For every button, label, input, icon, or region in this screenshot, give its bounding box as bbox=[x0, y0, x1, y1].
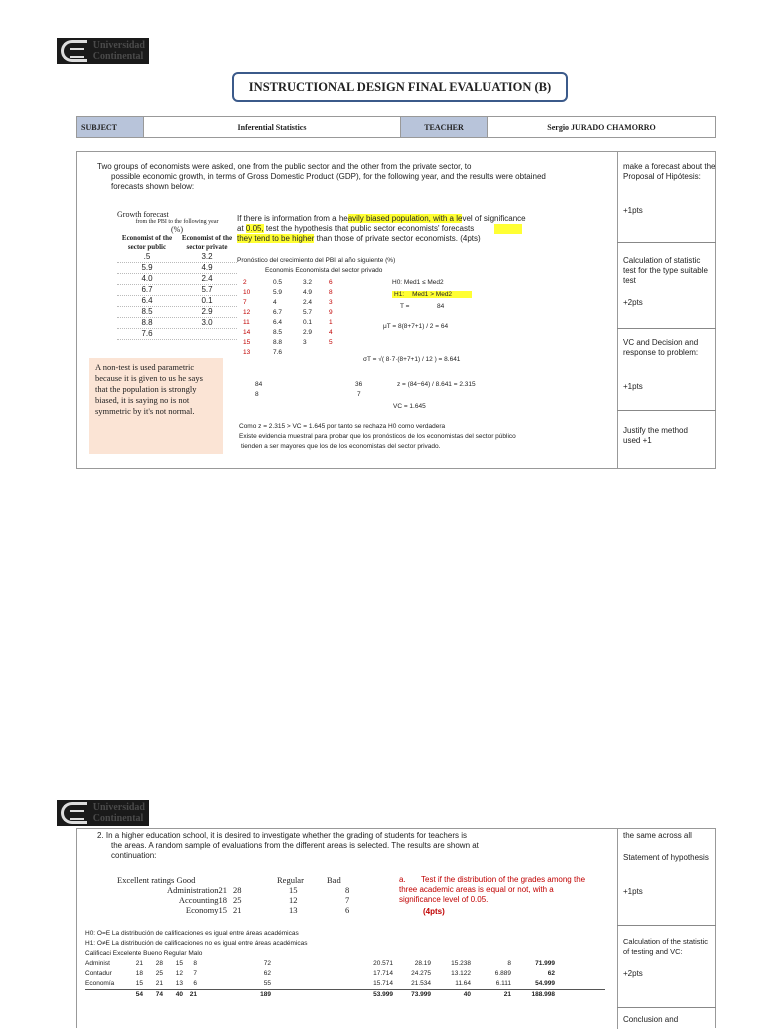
observed-cell: 55 bbox=[263, 980, 271, 987]
observed-cell: 72 bbox=[263, 960, 271, 967]
expected-cell: 24.275 bbox=[411, 970, 431, 977]
solution-cell: 11 bbox=[243, 319, 250, 326]
q2-rubric-hypothesis-points: +1pts bbox=[623, 887, 643, 896]
table-cell: 0.1 bbox=[201, 296, 213, 305]
rubric-statistic-points: +2pts bbox=[623, 298, 643, 307]
table-cell: 21 bbox=[233, 905, 242, 915]
rubric-hypothesis: Proposal of Hipótesis: bbox=[623, 172, 701, 181]
expected-cell: 40 bbox=[463, 991, 471, 998]
expected-cell: 15.238 bbox=[451, 960, 471, 967]
observed-cell: 25 bbox=[155, 970, 163, 977]
q1-t-label: T = bbox=[400, 303, 410, 310]
observed-row bbox=[85, 959, 605, 969]
expected-cell: 20.571 bbox=[373, 960, 393, 967]
university-logo-2: Universidad Continental bbox=[57, 800, 149, 826]
table-body bbox=[117, 252, 237, 340]
table-cell: 6 bbox=[345, 905, 350, 915]
table-cell: 13 bbox=[289, 905, 298, 915]
solution-cell: 8.8 bbox=[273, 339, 283, 346]
observed-cell: 6 bbox=[193, 980, 197, 987]
solution-cell: 6 bbox=[329, 279, 333, 286]
solution-cell: 3 bbox=[303, 339, 307, 346]
table-row bbox=[117, 318, 237, 329]
table-unit: (%) bbox=[171, 225, 183, 234]
q1-solution-title: Pronóstico del crecimiento del PBI al año siguiente (%) bbox=[237, 257, 396, 264]
header-table bbox=[76, 116, 716, 138]
observed-row bbox=[85, 989, 605, 1000]
observed-cell: 13 bbox=[175, 980, 183, 987]
solution-row bbox=[243, 338, 363, 348]
observed-cell: 21 bbox=[155, 980, 163, 987]
observed-cell: 7 bbox=[193, 970, 197, 977]
expected-cell: 73.999 bbox=[411, 991, 431, 998]
solution-cell: 2.4 bbox=[303, 299, 313, 306]
q1-task: If there is information from a heavily biased population, with a level of significance at 0.05, test the hypothesis that public sector economists' forecasts they tend to be higher than those of private sector economists. (4pts) bbox=[237, 214, 526, 243]
expected-cell: 15.714 bbox=[373, 980, 393, 987]
solution-cell: 4 bbox=[329, 329, 333, 336]
solution-cell: 13 bbox=[243, 349, 251, 356]
table-cell: 7 bbox=[345, 895, 350, 905]
solution-cell bbox=[329, 348, 349, 358]
logo-line1: Universidad bbox=[92, 40, 145, 51]
solution-cell: 2 bbox=[243, 279, 247, 286]
solution-cell: 3 bbox=[329, 299, 333, 306]
q2-grades-table: Excellent ratings Good Regular Bad Administration21 28 15 8 Accounting18 25 12 7 Economy15 21 13 6 bbox=[117, 875, 387, 915]
expected-cell: 6.111 bbox=[495, 980, 511, 987]
table-cell: 2.9 bbox=[201, 307, 213, 316]
observed-cell: 15 bbox=[175, 960, 183, 967]
rubric-decision-points: +1pts bbox=[623, 382, 643, 391]
col-public-header: Economist of the sector public bbox=[121, 234, 173, 251]
solution-row bbox=[243, 318, 363, 328]
table-cell: 4.9 bbox=[201, 263, 213, 272]
q2-obs-header: Calificaci Excelente Bueno Regular Malo bbox=[85, 950, 203, 957]
q1-vc: VC = 1.645 bbox=[393, 403, 426, 410]
logo-mark-icon bbox=[61, 802, 87, 824]
solution-cell: 3.2 bbox=[303, 279, 313, 286]
solution-cell: 0.1 bbox=[303, 319, 313, 326]
rubric-decision: VC and Decision and response to problem: bbox=[623, 338, 699, 357]
solution-cell: 2.9 bbox=[303, 329, 313, 336]
q2-rubric-conclusion: Conclusion and bbox=[623, 1015, 679, 1024]
rubric-statistic: Calculation of statistic test for the type suitable test bbox=[623, 256, 708, 285]
q2-task: Test if the distribution of the grades among the three academic areas is equal or not, with a significance level of 0.05. bbox=[399, 875, 586, 904]
q1-note: A non-test is used parametric because it is given to us he says that the population is strongly biased, it is saying no is not symmetric by it's not normal. bbox=[89, 358, 223, 454]
observed-cell: Contadur bbox=[85, 970, 112, 977]
subject-label: SUBJECT bbox=[77, 117, 144, 138]
table-cell: Accounting18 bbox=[178, 895, 227, 905]
table-cell: 25 bbox=[233, 895, 242, 905]
table-cell: 12 bbox=[289, 895, 298, 905]
observed-row bbox=[85, 979, 605, 989]
table-cell: Administration21 bbox=[167, 885, 227, 895]
solution-row bbox=[243, 328, 363, 338]
table-cell: 4.0 bbox=[141, 274, 153, 283]
logo-mark-icon bbox=[61, 40, 87, 62]
q1-h1: H1: Med1 > Med2 bbox=[392, 290, 472, 300]
solution-cell: 6.7 bbox=[273, 309, 283, 316]
table-title: Growth forecast bbox=[117, 210, 169, 219]
observed-cell bbox=[85, 990, 121, 1000]
solution-cell: 1 bbox=[329, 319, 333, 326]
growth-forecast-table bbox=[117, 210, 237, 340]
expected-cell: 62 bbox=[547, 970, 555, 977]
observed-cell: 189 bbox=[260, 991, 271, 998]
solution-cell: 5.7 bbox=[303, 309, 313, 316]
q1-solution-table bbox=[243, 278, 363, 358]
solution-cell: 4.9 bbox=[303, 289, 313, 296]
expected-cell: 13.122 bbox=[451, 970, 471, 977]
solution-cell: 7 bbox=[243, 299, 247, 306]
solution-cell bbox=[303, 348, 329, 358]
table-row bbox=[117, 905, 387, 915]
table-cell: 5.7 bbox=[201, 285, 213, 294]
solution-cell: 5.9 bbox=[273, 289, 283, 296]
teacher-value: Sergio JURADO CHAMORRO bbox=[488, 117, 716, 138]
solution-cell: 6.4 bbox=[273, 319, 283, 326]
table-cell: .5 bbox=[143, 252, 151, 261]
solution-row bbox=[243, 348, 363, 358]
page-title: INSTRUCTIONAL DESIGN FINAL EVALUATION (B) bbox=[232, 72, 568, 102]
table-cell: 15 bbox=[289, 885, 298, 895]
q2-task-points: (4pts) bbox=[423, 907, 445, 916]
table-cell: Economy15 bbox=[185, 905, 227, 915]
q1-conclusion: Como z = 2.315 > VC = 1.645 por tanto se rechaza H0 como verdadera Existe evidencia muestral para probar que los pronósticos de los economistas del sector público tienden a ser mayores que los de los economistas del sector privado. bbox=[239, 423, 516, 450]
subject-value: Inferential Statistics bbox=[144, 117, 401, 138]
q2-rubric-hypothesis: Statement of hypothesis bbox=[623, 853, 709, 862]
table-cell: 8 bbox=[345, 885, 350, 895]
col-private-header: Economist of the sector private bbox=[181, 234, 233, 251]
logo-line2: Continental bbox=[92, 51, 144, 62]
q2-observed-expected bbox=[85, 959, 605, 1000]
observed-cell: 74 bbox=[155, 991, 163, 998]
table-row bbox=[117, 885, 387, 895]
table-row bbox=[117, 296, 237, 307]
solution-cell: 14 bbox=[243, 329, 251, 336]
rubric-divider bbox=[617, 152, 618, 468]
table-row bbox=[117, 252, 237, 263]
university-logo bbox=[57, 38, 149, 64]
observed-cell: 21 bbox=[135, 960, 143, 967]
q1-t-value: 84 bbox=[437, 303, 445, 310]
observed-cell: 54 bbox=[135, 991, 143, 998]
observed-cell: 40 bbox=[175, 991, 183, 998]
q2-task-letter: a. bbox=[399, 875, 406, 884]
solution-cell: 12 bbox=[243, 309, 251, 316]
table-row bbox=[117, 285, 237, 296]
solution-cell: 8 bbox=[329, 289, 333, 296]
expected-cell: 17.714 bbox=[373, 970, 393, 977]
table-cell: 5.9 bbox=[141, 263, 153, 272]
q1-sigma-formula: σT = √( 8·7·(8+7+1) / 12 ) = 8.641 bbox=[363, 356, 461, 363]
table-cell: 8.8 bbox=[141, 318, 153, 327]
solution-cell: 9 bbox=[329, 309, 333, 316]
q1-z-formula: z = (84−64) / 8.641 = 2.315 bbox=[397, 381, 476, 388]
solution-row bbox=[243, 298, 363, 308]
observed-cell: 12 bbox=[175, 970, 183, 977]
table-cell bbox=[177, 329, 237, 339]
table-cell: 3.0 bbox=[201, 318, 213, 327]
observed-cell: 28 bbox=[155, 960, 163, 967]
table-subtitle: from the PBI to the following year bbox=[135, 219, 219, 225]
solution-cell: 10 bbox=[243, 289, 251, 296]
observed-cell: 18 bbox=[135, 970, 143, 977]
expected-cell: 28.19 bbox=[414, 960, 431, 967]
solution-cell: 15 bbox=[243, 339, 251, 346]
q2-rubric-statistic-points: +2pts bbox=[623, 969, 643, 978]
table-cell: 2.4 bbox=[201, 274, 213, 283]
solution-cell: 8.5 bbox=[273, 329, 283, 336]
table-cell: 3.2 bbox=[201, 252, 213, 261]
solution-row bbox=[243, 308, 363, 318]
q1-mu-formula: μT = 8(8+7+1) / 2 = 64 bbox=[383, 323, 449, 330]
expected-cell: 188.998 bbox=[531, 991, 555, 998]
solution-cell: 7.6 bbox=[273, 349, 283, 356]
solution-cell: 5 bbox=[329, 339, 333, 346]
expected-cell: 11.64 bbox=[455, 980, 471, 987]
q2-h1: H1: O≠E La distribución de calificaciones no es igual entre áreas académicas bbox=[85, 940, 308, 947]
solution-cell: 4 bbox=[273, 299, 277, 306]
q1-intro: Two groups of economists were asked, one from the public sector and the other from the private sector, to possible economic growth, in terms of Gross Domestic Product (GDP), for the following year, and the results were obtained forecasts shown below: bbox=[97, 162, 546, 191]
table-row bbox=[117, 307, 237, 318]
q1-intro-continued: make a forecast about the bbox=[623, 162, 716, 171]
solution-cell: 0.5 bbox=[273, 279, 283, 286]
question2-box bbox=[76, 828, 716, 1028]
table-row bbox=[117, 329, 237, 340]
expected-cell: 8 bbox=[507, 960, 511, 967]
observed-cell: 62 bbox=[263, 970, 271, 977]
solution-row bbox=[243, 288, 363, 298]
expected-cell: 6.889 bbox=[494, 970, 511, 977]
expected-cell: 21.534 bbox=[411, 980, 431, 987]
observed-cell: 8 bbox=[193, 960, 197, 967]
observed-cell: 21 bbox=[189, 991, 197, 998]
rubric-hypothesis-points: +1pts bbox=[623, 206, 643, 215]
q2-rubric-statistic: Calculation of the statistic of testing and VC: bbox=[623, 937, 709, 956]
q1-solution-header: Economis Economista del sector privado bbox=[265, 267, 383, 274]
table-row bbox=[117, 274, 237, 285]
expected-cell: 54.999 bbox=[535, 980, 555, 987]
observed-cell: 15 bbox=[135, 980, 143, 987]
expected-cell: 71.999 bbox=[535, 960, 555, 967]
solution-row bbox=[243, 278, 363, 288]
observed-cell: Administ bbox=[85, 960, 110, 967]
q1-sums: 84 36 8 7 bbox=[255, 381, 363, 398]
table-row bbox=[117, 263, 237, 274]
question1-box bbox=[76, 151, 716, 469]
rubric-justify: Justify the method used +1 bbox=[623, 426, 688, 445]
expected-cell: 21 bbox=[503, 991, 511, 998]
q2-intro: 2. In a higher education school, it is desired to investigate whether the grading of students for teachers is the areas. A random sample of evaluations from the different areas is selected. The results are shown at continuation: bbox=[97, 831, 479, 860]
q1-h0: H0: Med1 ≤ Med2 bbox=[392, 279, 444, 286]
table-cell: 7.6 bbox=[141, 329, 153, 338]
q2-intro-continued: the same across all bbox=[623, 831, 692, 840]
observed-cell: Economía bbox=[85, 980, 115, 987]
table-cell: 28 bbox=[233, 885, 242, 895]
table-cell: 6.4 bbox=[141, 296, 153, 305]
table-row bbox=[117, 895, 387, 905]
table-cell: 8.5 bbox=[141, 307, 153, 316]
table-cell: 6.7 bbox=[141, 285, 153, 294]
observed-row bbox=[85, 969, 605, 979]
q2-h0: H0: O=E La distribución de calificaciones es igual entre áreas académicas bbox=[85, 930, 299, 937]
expected-cell: 53.999 bbox=[373, 991, 393, 998]
teacher-label: TEACHER bbox=[401, 117, 488, 138]
